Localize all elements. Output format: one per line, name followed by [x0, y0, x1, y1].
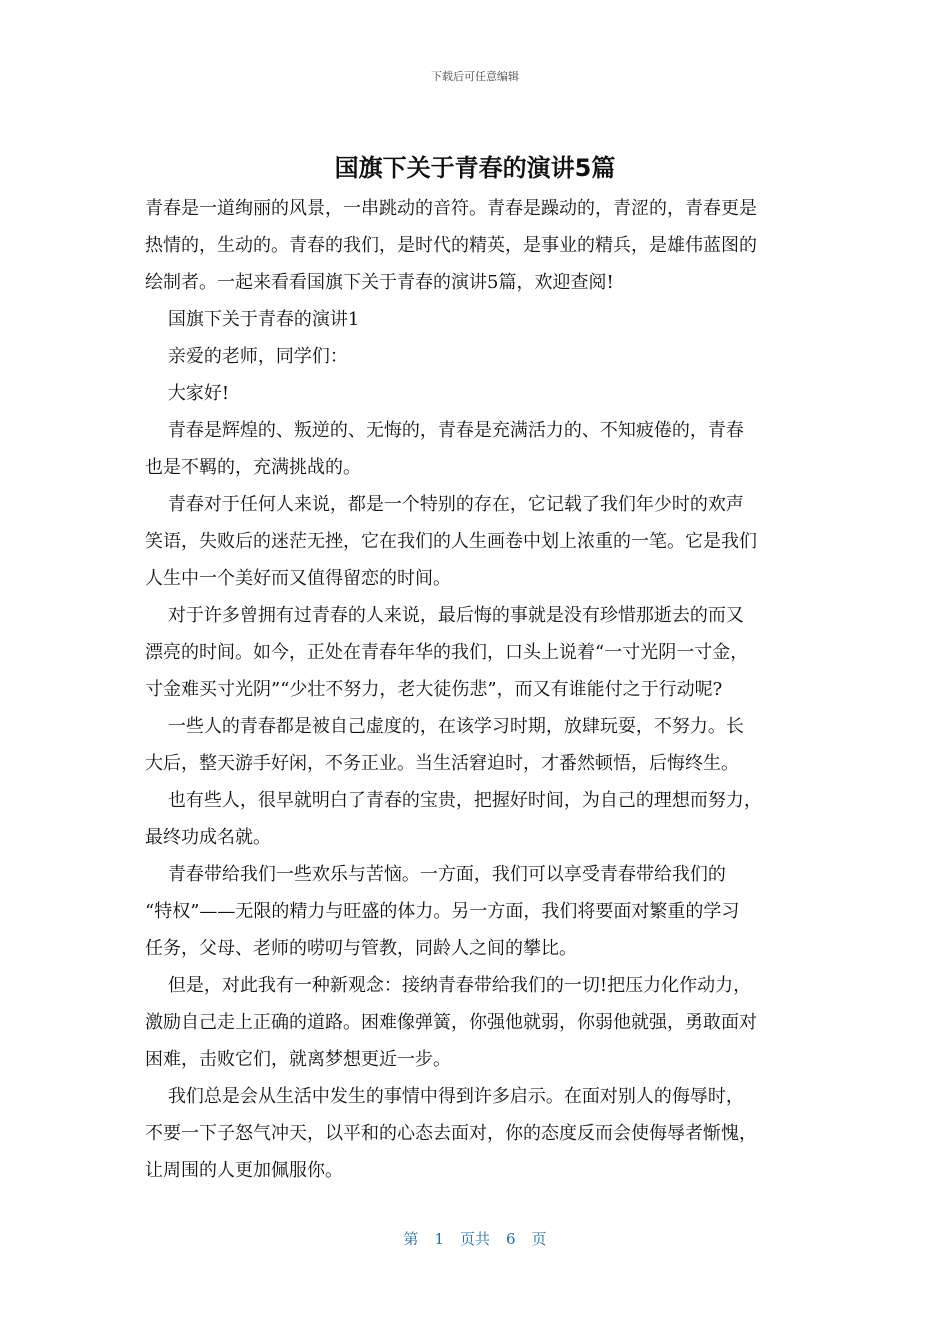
paragraph: 一些人的青春都是被自己虚度的，在该学习时期，放肆玩耍，不努力。长 大后，整天游手好闲，不务正业。当生活窘迫时，才番然顿悟，后悔终生。: [145, 716, 744, 774]
paragraph: 青春对于任何人来说，都是一个特别的存在，它记载了我们年少时的欢声 笑语，失败后的迷茫无挫，它在我们的人生画卷中划上浓重的一笔。它是我们 人生中一个美好而又值得留恋的时间。: [145, 494, 757, 589]
page-number: 1: [434, 1230, 444, 1248]
total-pages: 6: [506, 1230, 516, 1248]
paragraph-greeting: 大家好!: [145, 383, 230, 404]
page-header: 下载后可任意编辑: [431, 70, 519, 83]
paragraph: 对于许多曾拥有过青春的人来说，最后悔的事就是没有珍惜那逝去的而又 漂亮的时间。如今，正处在青春年华的我们，口头上说着“一寸光阴一寸金， 寸金难买寸光阴”“少壮不努力，老大徒伤悲”，而又有谁能付之于行动呢?: [145, 605, 749, 700]
paragraph-salutation: 亲爱的老师，同学们：: [145, 346, 348, 367]
paragraph-speech-heading: 国旗下关于青春的演讲1: [145, 309, 360, 330]
footer-middle: 页共: [459, 1230, 490, 1248]
paragraph: 青春带给我们一些欢乐与苦恼。一方面，我们可以享受青春带给我们的 “特权”——无限的精力与旺盛的体力。另一方面，我们将要面对繁重的学习 任务，父母、老师的唠叨与管教，同龄人之间的攀比。: [145, 864, 740, 959]
document-body: [145, 190, 807, 1189]
paragraph: 我们总是会从生活中发生的事情中得到许多启示。在面对别人的侮辱时， 不要一下子怒气冲天，以平和的心态去面对，你的态度反而会使侮辱者惭愧， 让周围的人更加佩服你。: [145, 1086, 757, 1181]
document-title: 国旗下关于青春的演讲5篇: [334, 154, 616, 182]
footer-prefix: 第: [403, 1230, 419, 1248]
footer-suffix: 页: [531, 1230, 547, 1248]
paragraph: 青春是辉煌的、叛逆的、无悔的，青春是充满活力的、不知疲倦的，青春 也是不羁的，充满挑战的。: [145, 420, 744, 478]
paragraph-intro: 青春是一道绚丽的风景，一串跳动的音符。青春是躁动的，青涩的，青春更是 热情的，生动的。青春的我们，是时代的精英，是事业的精兵，是雄伟蓝图的 绘制者。一起来看看国旗下关于青春的演讲5篇，欢迎查阅!: [145, 198, 757, 293]
paragraph: 但是，对此我有一种新观念：接纳青春带给我们的一切!把压力化作动力， 激励自己走上正确的道路。困难像弹簧，你强他就弱，你弱他就强，勇敢面对 困难，击败它们，就离梦想更近一步。: [145, 975, 757, 1070]
page-footer: [0, 1228, 950, 1249]
paragraph: 也有些人，很早就明白了青春的宝贵，把握好时间，为自己的理想而努力， 最终功成名就。: [145, 790, 762, 848]
